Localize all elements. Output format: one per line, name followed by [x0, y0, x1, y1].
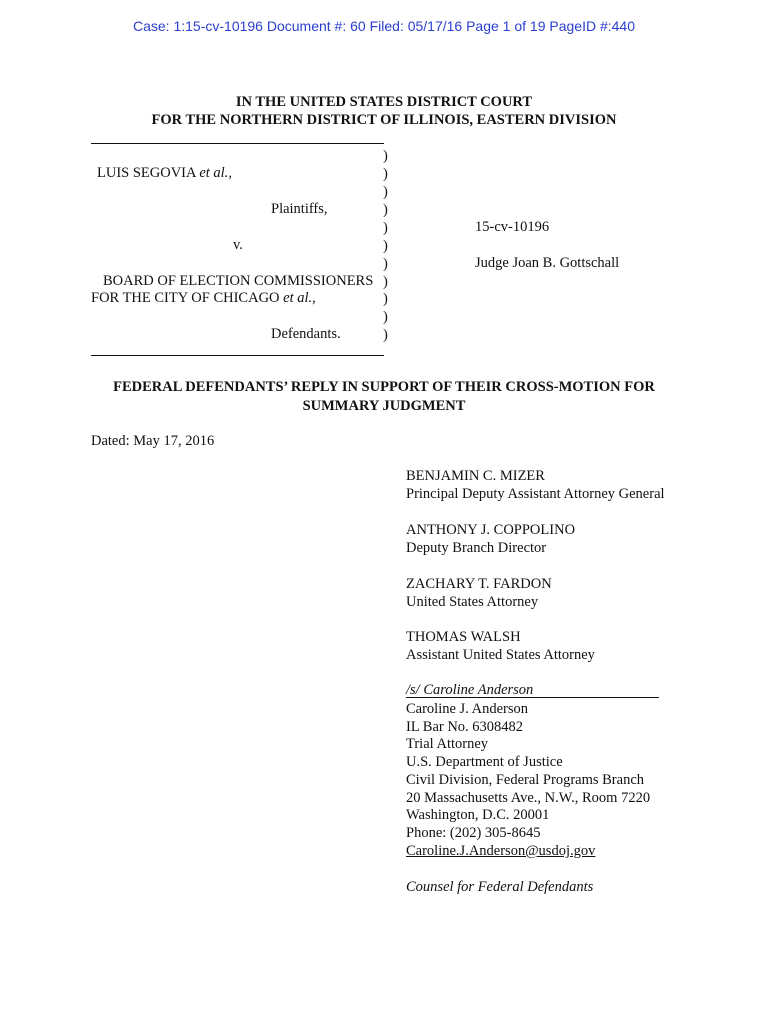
counsel-designation: Counsel for Federal Defendants [406, 879, 594, 895]
signatory-name: ZACHARY T. FARDON [406, 576, 552, 592]
signatory-name: THOMAS WALSH [406, 629, 521, 645]
dated-line: Dated: May 17, 2016 [91, 433, 215, 449]
attorney-info-line: Trial Attorney [406, 736, 489, 752]
attorney-info-line: IL Bar No. 6308482 [406, 719, 524, 735]
caption-paren: ) [383, 256, 388, 272]
defendants-label: Defendants. [271, 326, 341, 342]
signatory-title: Deputy Branch Director [406, 540, 547, 556]
caption-paren: ) [383, 309, 388, 325]
defendant-name-line-1: BOARD OF ELECTION COMMISSIONERS [103, 273, 374, 289]
electronic-signature: /s/ Caroline Anderson [406, 682, 534, 698]
signatory-title: Principal Deputy Assistant Attorney General [406, 486, 665, 502]
attorney-info-line: Caroline J. Anderson [406, 701, 529, 717]
attorney-info-line: Washington, D.C. 20001 [406, 807, 550, 823]
caption-paren: ) [383, 220, 388, 236]
caption-paren: ) [383, 184, 388, 200]
document-title-line-2: SUMMARY JUDGMENT [302, 398, 466, 414]
attorney-phone: Phone: (202) 305-8645 [406, 825, 541, 841]
court-name-line-2: FOR THE NORTHERN DISTRICT OF ILLINOIS, EASTERN DIVISION [151, 112, 617, 128]
signature-line [406, 697, 659, 698]
caption-paren: ) [383, 274, 388, 290]
caption-top-rule [91, 143, 384, 144]
attorney-email-link[interactable]: Caroline.J.Anderson@usdoj.gov [406, 843, 596, 859]
caption-paren: ) [383, 327, 388, 343]
caption-paren: ) [383, 238, 388, 254]
signatory-name: BENJAMIN C. MIZER [406, 468, 545, 484]
caption-bottom-rule [91, 355, 384, 356]
case-number: 15-cv-10196 [475, 219, 550, 235]
versus-label: v. [233, 237, 243, 253]
signatory-title: United States Attorney [406, 594, 539, 610]
caption-paren: ) [383, 148, 388, 164]
signatory-title: Assistant United States Attorney [406, 647, 595, 663]
caption-paren: ) [383, 291, 388, 307]
defendant-name-line-2: FOR THE CITY OF CHICAGO et al., [91, 290, 316, 306]
plaintiff-name: LUIS SEGOVIA et al., [97, 165, 232, 181]
caption-paren: ) [383, 166, 388, 182]
court-name-line-1: IN THE UNITED STATES DISTRICT COURT [235, 94, 533, 110]
caption-paren: ) [383, 202, 388, 218]
document-title-line-1: FEDERAL DEFENDANTS’ REPLY IN SUPPORT OF THEIR CROSS-MOTION FOR [113, 379, 655, 395]
attorney-info-line: 20 Massachusetts Ave., N.W., Room 7220 [406, 790, 651, 806]
signatory-name: ANTHONY J. COPPOLINO [406, 522, 576, 538]
judge-name: Judge Joan B. Gottschall [475, 255, 620, 271]
case-header-stamp: Case: 1:15-cv-10196 Document #: 60 Filed: 05/17/16 Page 1 of 19 PageID #:440 [133, 18, 635, 34]
attorney-info-line: Civil Division, Federal Programs Branch [406, 772, 645, 788]
attorney-info-line: U.S. Department of Justice [406, 754, 563, 770]
plaintiffs-label: Plaintiffs, [271, 201, 328, 217]
